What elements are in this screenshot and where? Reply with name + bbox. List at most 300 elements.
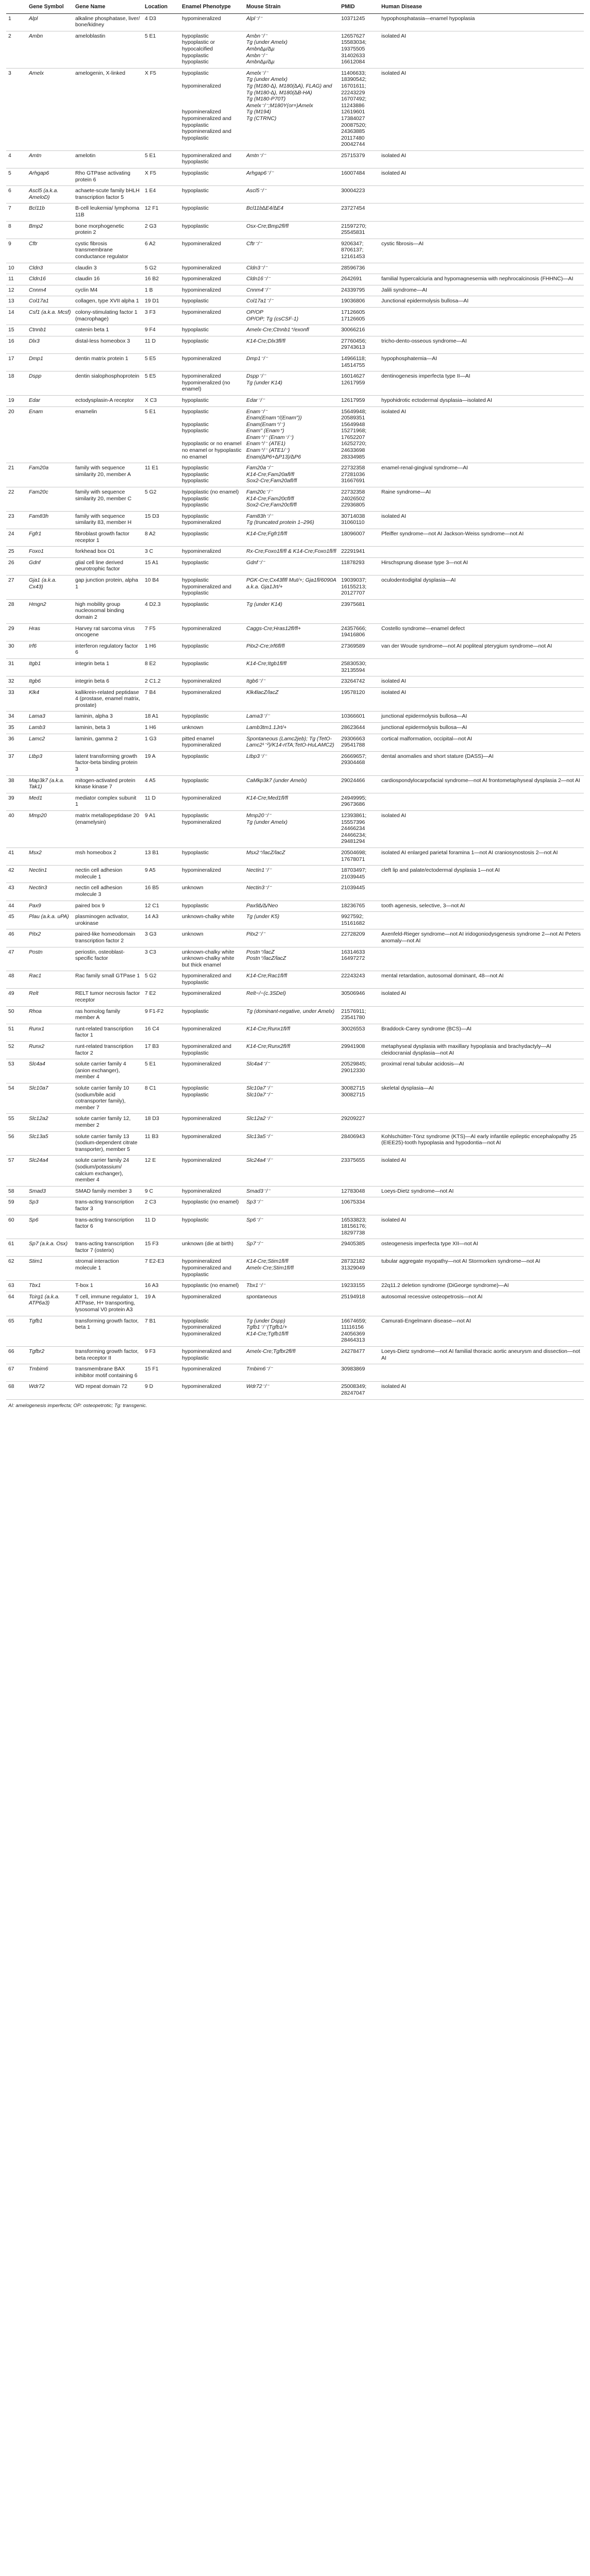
human-disease: isolated AI: [379, 989, 584, 1006]
table-row: [6, 599, 584, 623]
enamel-phenotype-line: hypomineralized: [182, 1259, 221, 1265]
enamel-phenotype: [180, 971, 244, 989]
enamel-phenotype-line: hypomineralized: [182, 374, 221, 380]
pmid: [339, 1382, 379, 1399]
chromosome-location: 2 G3: [143, 221, 180, 239]
pmid: [339, 13, 379, 31]
enamel-phenotype: [180, 1006, 244, 1024]
enamel-phenotype-line: hypomineralized: [182, 689, 221, 696]
pmid: [339, 1042, 379, 1059]
human-disease: [379, 658, 584, 676]
enamel-phenotype: [180, 1316, 244, 1346]
pmid-line: 22728209: [341, 931, 365, 938]
enamel-phenotype-line: hypoplastic: [182, 601, 209, 607]
row-number: 66: [6, 1347, 27, 1364]
enamel-phenotype-line: hypomineralized: [182, 819, 221, 825]
human-disease: Axenfeld-Rieger syndrome—not AI iridogoniodysgenesis syndrome 2—not AI Peters anomaly—not AI: [379, 929, 584, 947]
gene-symbol: Fam20c: [27, 487, 73, 512]
human-disease: isolated AI: [379, 68, 584, 150]
pmid-line: 11116156: [341, 1325, 364, 1331]
mouse-strain: [244, 1197, 339, 1215]
human-disease: [379, 947, 584, 971]
gene-name: fibroblast growth factor receptor 1: [73, 529, 143, 547]
gene-name: msh homeobox 2: [73, 848, 143, 865]
enamel-phenotype: [180, 395, 244, 406]
human-disease: isolated AI: [379, 1215, 584, 1239]
enamel-phenotype-line: hypomineralized: [182, 1188, 221, 1194]
table-row: [6, 1364, 584, 1382]
row-number: 64: [6, 1292, 27, 1316]
mouse-strain-line: Sox2-Cre;Fam20cfl/fl: [246, 502, 297, 509]
human-disease: proximal renal tubular acidosis—AI: [379, 1059, 584, 1083]
enamel-phenotype: [180, 848, 244, 865]
enamel-phenotype-line: hypoplastic: [182, 428, 209, 434]
enamel-phenotype-line: hypomineralized: [182, 679, 221, 685]
gene-symbol: Alpl: [27, 13, 73, 31]
mouse-strain: [244, 1059, 339, 1083]
pmid: [339, 547, 379, 558]
mouse-strain-line: Rx-Cre;Foxo1fl/fl & K14-Cre;Foxo1fl/fl: [246, 549, 336, 555]
gene-symbol: Dspp: [27, 371, 73, 396]
pmid: [339, 204, 379, 221]
pmid-line: 22936805: [341, 502, 365, 509]
enamel-phenotype: [180, 1197, 244, 1215]
enamel-phenotype: [180, 463, 244, 487]
table-row: [6, 623, 584, 641]
gene-symbol: Hmgn2: [27, 599, 73, 623]
human-disease: isolated AI: [379, 168, 584, 186]
row-number: 47: [6, 947, 27, 971]
mouse-strain: [244, 866, 339, 883]
gene-name: glial cell line derived neurotrophic factor: [73, 557, 143, 575]
mouse-strain-line: Lama3⁻/⁻: [246, 714, 270, 720]
row-number: 4: [6, 150, 27, 168]
pmid: [339, 463, 379, 487]
enamel-phenotype: [180, 1364, 244, 1382]
chromosome-location: 10 B4: [143, 575, 180, 599]
gene-name: dentin sialophosphoprotein: [73, 371, 143, 396]
mouse-strain-line: Klk4lacZ/lacZ: [246, 689, 279, 696]
pmid: [339, 901, 379, 912]
enamel-phenotype-line: hypomineralized: [182, 276, 221, 282]
enamel-phenotype: [180, 150, 244, 168]
table-row: [6, 557, 584, 575]
gene-symbol: Pax9: [27, 901, 73, 912]
table-row: [6, 1083, 584, 1114]
pmid: [339, 395, 379, 406]
enamel-phenotype-line: hypomineralized: [182, 1116, 221, 1122]
pmid-line: 12619601: [341, 109, 365, 115]
mouse-strain-line: Ambn⁻/⁻: [246, 53, 267, 59]
mouse-strain: [244, 1083, 339, 1114]
pmid-line: 30082715: [341, 1092, 365, 1098]
mouse-strain-line: Enam(∆P6+∆P13)/∆P6: [246, 454, 301, 460]
enamel-phenotype: [180, 929, 244, 947]
enamel-phenotype-line: hypomineralized: [182, 991, 221, 997]
enamel-phenotype-line: hypomineralized: [182, 625, 221, 632]
mouse-strain: [244, 811, 339, 848]
row-number: 14: [6, 307, 27, 325]
enamel-phenotype: [180, 1382, 244, 1399]
pmid-line: 16674659;: [341, 1318, 367, 1324]
enamel-phenotype-line: hypoplastic: [182, 1217, 209, 1223]
chromosome-location: 2 C1.2: [143, 676, 180, 688]
row-number: 20: [6, 406, 27, 463]
enamel-phenotype: [180, 406, 244, 463]
table-row: [6, 641, 584, 658]
mouse-strain-line: Edar⁻/⁻: [246, 397, 265, 403]
enamel-phenotype-line: unknown: [182, 931, 204, 938]
enamel-phenotype-line: hypomineralized: [182, 1294, 221, 1300]
mouse-strain: [244, 1239, 339, 1257]
pmid-line: 29209227: [341, 1116, 365, 1122]
row-number: 59: [6, 1197, 27, 1215]
human-disease: [379, 263, 584, 274]
chromosome-location: 5 E5: [143, 353, 180, 371]
chromosome-location: 9 D: [143, 1382, 180, 1399]
mouse-strain: [244, 547, 339, 558]
enamel-phenotype: [180, 371, 244, 396]
pmid-line: 31667691: [341, 478, 365, 484]
mouse-strain-line: K14-Cre;Stim1fl/fl: [246, 1259, 289, 1265]
gene-name: distal-less homeobox 3: [73, 336, 143, 353]
gene-symbol: Nectin3: [27, 883, 73, 901]
pmid-line: 16707492;: [341, 96, 367, 103]
enamel-phenotype-line: hypomineralized and hypoplastic: [182, 1044, 231, 1056]
pmid-line: 29743613: [341, 345, 365, 351]
enamel-phenotype-line: hypomineralized: [182, 1158, 221, 1164]
mouse-strain-line: K14-Cre;Dlx3fl/fl: [246, 338, 285, 344]
row-number: 57: [6, 1156, 27, 1186]
enamel-phenotype-line: hypoplastic: [182, 298, 209, 304]
mouse-strain: [244, 1024, 339, 1041]
mouse-strain: [244, 31, 339, 68]
enamel-phenotype-line: unknown (die at birth): [182, 1241, 233, 1247]
row-number: 36: [6, 734, 27, 751]
gene-symbol: Tgfb1: [27, 1316, 73, 1346]
enamel-phenotype: [180, 947, 244, 971]
gene-name: T-box 1: [73, 1281, 143, 1292]
pmid-line: 12617959: [341, 397, 365, 403]
gene-symbol: Sp6: [27, 1215, 73, 1239]
human-disease: isolated AI: [379, 687, 584, 711]
table-row: [6, 239, 584, 263]
header-gene-symbol: Gene Symbol: [27, 0, 73, 13]
pmid-line: 25715379: [341, 152, 365, 159]
table-row: [6, 793, 584, 810]
row-number: 54: [6, 1083, 27, 1114]
mouse-strain: [244, 848, 339, 865]
enamel-phenotype-line: hypoplastic: [182, 33, 209, 39]
gene-symbol: Arhgap6: [27, 168, 73, 186]
enamel-phenotype-line: hypomineralized: [182, 549, 221, 555]
human-disease: cortical malformation, occipital—not AI: [379, 734, 584, 751]
mouse-strain: [244, 947, 339, 971]
mouse-strain: [244, 204, 339, 221]
mouse-strain: [244, 658, 339, 676]
pmid-line: 20117480: [341, 135, 365, 141]
row-number: 19: [6, 395, 27, 406]
gene-symbol: Amelx: [27, 68, 73, 150]
pmid-line: 12393861;: [341, 813, 367, 819]
table-row: [6, 1156, 584, 1186]
enamel-phenotype-line: hypoplastic: [182, 421, 209, 428]
table-row: [6, 775, 584, 793]
table-header-row: [6, 0, 584, 13]
mouse-strain-line: Itgb6⁻/⁻: [246, 679, 265, 685]
pmid-line: 24357666;: [341, 625, 367, 632]
header-location: Location: [143, 0, 180, 13]
mouse-strain: [244, 1292, 339, 1316]
mouse-strain-line: Amelx⁻/⁻;M180Y(or=)Amelx: [246, 103, 313, 109]
row-number: 50: [6, 1006, 27, 1024]
gene-name: stromal interaction molecule 1: [73, 1257, 143, 1281]
table-row: [6, 371, 584, 396]
human-disease: van der Woude syndrome—not AI popliteal pterygium syndrome—not AI: [379, 641, 584, 658]
gene-symbol: Postn: [27, 947, 73, 971]
enamel-phenotype-line: hypomineralized (no enamel): [182, 380, 230, 393]
pmid: [339, 711, 379, 723]
table-row: [6, 511, 584, 529]
pmid: [339, 1006, 379, 1024]
pmid-line: 24056369: [341, 1331, 365, 1337]
enamel-phenotype: [180, 1114, 244, 1131]
mouse-strain-line: Osx-Cre;Bmp2fl/fl: [246, 223, 289, 229]
row-number: 51: [6, 1024, 27, 1041]
gene-symbol: Mmp20: [27, 811, 73, 848]
mouse-strain-line: OP/OP: [246, 309, 263, 315]
enamel-phenotype-line: hypomineralized: [182, 1061, 221, 1067]
human-disease: [379, 912, 584, 929]
table-row: [6, 751, 584, 775]
row-number: 62: [6, 1257, 27, 1281]
mouse-strain-line: Ltbp3⁻/⁻: [246, 753, 267, 759]
row-number: 1: [6, 13, 27, 31]
pmid-line: 10366601: [341, 714, 365, 720]
pmid-line: 20087520;: [341, 122, 367, 128]
enamel-phenotype-line: hypomineralized: [182, 1325, 221, 1331]
pmid-line: 9206347;: [341, 241, 364, 247]
human-disease: [379, 599, 584, 623]
gene-symbol: Rhoa: [27, 1006, 73, 1024]
row-number: 52: [6, 1042, 27, 1059]
chromosome-location: 12 E: [143, 1156, 180, 1186]
pmid-line: 24278477: [341, 1349, 365, 1354]
gene-symbol: Klk4: [27, 687, 73, 711]
enamel-phenotype: [180, 263, 244, 274]
pmid: [339, 751, 379, 775]
human-disease: isolated AI: [379, 31, 584, 68]
pmid-line: 24466234: [341, 826, 365, 832]
gene-symbol: Lamb3: [27, 723, 73, 734]
pmid-line: 32135594: [341, 667, 365, 673]
enamel-phenotype-line: hypomineralized: [182, 83, 221, 89]
mouse-strain: [244, 989, 339, 1006]
mouse-strain-line: Msx2⁺/lacZ/lacZ: [246, 850, 285, 856]
pmid: [339, 723, 379, 734]
row-number: 49: [6, 989, 27, 1006]
pmid-line: 30066216: [341, 327, 365, 333]
enamel-phenotype: [180, 325, 244, 336]
gene-symbol: Nectin1: [27, 866, 73, 883]
row-number: 46: [6, 929, 27, 947]
pmid-line: 19375505: [341, 46, 365, 52]
human-disease: Pfeiffer syndrome—not AI Jackson-Weiss syndrome—not AI: [379, 529, 584, 547]
gene-name: family with sequence similarity 20, member A: [73, 463, 143, 487]
mouse-strain: [244, 901, 339, 912]
mouse-strain-line: Enam(Enam⁺/(Enam′′)): [246, 415, 302, 421]
row-number: 29: [6, 623, 27, 641]
gene-name: bone morphogenetic protein 2: [73, 221, 143, 239]
chromosome-location: 11 D: [143, 793, 180, 810]
human-disease: autosomal recessive osteopetrosis—not AI: [379, 1292, 584, 1316]
pmid: [339, 336, 379, 353]
mouse-strain-line: Slc10a7⁻/⁻: [246, 1092, 273, 1098]
gene-name: transforming growth factor, beta receptor II: [73, 1347, 143, 1364]
pmid-line: 19039037;: [341, 577, 367, 583]
pmid-line: 29941908: [341, 1044, 365, 1050]
chromosome-location: 16 A3: [143, 1281, 180, 1292]
pmid-line: 19578120: [341, 689, 365, 696]
gene-symbol: Tgfbr2: [27, 1347, 73, 1364]
gene-symbol: Itgb6: [27, 676, 73, 688]
gene-name: cyclin M4: [73, 285, 143, 296]
mouse-strain-line: Amelx-Cre;Tgfbr2fl/fl: [246, 1349, 296, 1354]
table-row: [6, 274, 584, 285]
mouse-strain-line: Alpl⁻/⁻: [246, 15, 263, 22]
mouse-strain-line: Nectin1⁻/⁻: [246, 868, 272, 874]
table-row: [6, 912, 584, 929]
chromosome-location: 1 H6: [143, 641, 180, 658]
mouse-strain-line: Slc24a4⁻/⁻: [246, 1158, 273, 1164]
mouse-strain: [244, 1316, 339, 1346]
pmid-line: 25545831: [341, 230, 365, 236]
row-number: 44: [6, 901, 27, 912]
mouse-strain: [244, 296, 339, 308]
pmid: [339, 883, 379, 901]
header-human-disease: Human Disease: [379, 0, 584, 13]
pmid: [339, 848, 379, 865]
row-number: 45: [6, 912, 27, 929]
mouse-strain-line: Enam′′ (Enam⁺): [246, 428, 284, 434]
row-number: 37: [6, 751, 27, 775]
mouse-strain-line: Cnnm4⁻/⁻: [246, 287, 271, 293]
enamel-phenotype: [180, 1239, 244, 1257]
enamel-phenotype-line: hypomineralized: [182, 265, 221, 271]
chromosome-location: 16 C4: [143, 1024, 180, 1041]
gene-name: SMAD family member 3: [73, 1186, 143, 1197]
mouse-strain: [244, 775, 339, 793]
row-number: 12: [6, 285, 27, 296]
enamel-phenotype-line: no enamel: [182, 454, 207, 460]
enamel-phenotype-line: unknown-chalky white: [182, 949, 234, 955]
enamel-phenotype-line: hypomineralized: [182, 355, 221, 362]
pmid-line: 23264742: [341, 679, 365, 685]
table-row: [6, 1292, 584, 1316]
mouse-strain-line: Sp7⁻/⁻: [246, 1241, 263, 1247]
pmid-line: 12657627: [341, 33, 365, 39]
gene-name: Rac family small GTPase 1: [73, 971, 143, 989]
mouse-strain-line: Tg (under K5): [246, 914, 280, 920]
mouse-strain-line: Pitx2-Cre;Irf6fl/fl: [246, 643, 285, 649]
row-number: 25: [6, 547, 27, 558]
enamel-phenotype-line: [182, 90, 242, 97]
enamel-phenotype-line: hypoplastic: [182, 777, 209, 784]
row-number: 32: [6, 676, 27, 688]
gene-name: cystic fibrosis transmembrane conductance regulator: [73, 239, 143, 263]
row-number: 68: [6, 1382, 27, 1399]
pmid: [339, 658, 379, 676]
pmid-line: 24339795: [341, 287, 365, 293]
enamel-phenotype-line: hypoplastic: [182, 560, 209, 566]
pmid-line: 22243229: [341, 90, 365, 96]
chromosome-location: 7 E2-E3: [143, 1257, 180, 1281]
human-disease: tooth agenesis, selective, 3—not AI: [379, 901, 584, 912]
table-row: [6, 285, 584, 296]
enamel-phenotype-line: hypomineralized and hypoplastic: [182, 129, 231, 141]
mouse-strain-line: CaMkp3k7 (under Amelx): [246, 777, 307, 784]
chromosome-location: 5 G2: [143, 971, 180, 989]
table-row: [6, 723, 584, 734]
human-disease: Braddock-Carey syndrome (BCS)—AI: [379, 1024, 584, 1041]
table-row: [6, 1042, 584, 1059]
mouse-strain-line: Tmbim6⁻/⁻: [246, 1366, 273, 1372]
chromosome-location: 3 G3: [143, 929, 180, 947]
human-disease: cleft lip and palate/ectodermal dysplasia 1—not AI: [379, 866, 584, 883]
gene-symbol: Gja1 (a.k.a. Cx43): [27, 575, 73, 599]
human-disease: Kohlschütter-Tönz syndrome (KTS)—AI early infantile epileptic encephalopathy 25 (EIEE25)-tooth hypoplasia and hypodontia—not AI: [379, 1131, 584, 1156]
row-number: 30: [6, 641, 27, 658]
human-disease: isolated AI: [379, 511, 584, 529]
mouse-strain: [244, 971, 339, 989]
pmid-line: 21576911;: [341, 1008, 366, 1014]
pmid: [339, 575, 379, 599]
gene-symbol: Csf1 (a.k.a. Mcsf): [27, 307, 73, 325]
mouse-strain-line: Mmp20⁻/⁻: [246, 813, 272, 819]
pmid: [339, 285, 379, 296]
pmid-line: 24466234;: [341, 832, 367, 838]
pmid-line: 10675334: [341, 1199, 365, 1206]
mouse-strain: [244, 1382, 339, 1399]
pmid-line: 16014627: [341, 374, 365, 380]
gene-name: plasminogen activator, urokinase: [73, 912, 143, 929]
table-row: [6, 1114, 584, 1131]
mouse-strain: [244, 793, 339, 810]
gene-symbol: Lamc2: [27, 734, 73, 751]
pmid: [339, 775, 379, 793]
table-row: [6, 487, 584, 512]
pmid-line: 30983869: [341, 1366, 365, 1372]
row-number: 11: [6, 274, 27, 285]
header-number: [6, 0, 27, 13]
chromosome-location: 16 B5: [143, 883, 180, 901]
gene-name: forkhead box O1: [73, 547, 143, 558]
chromosome-location: 7 E2: [143, 989, 180, 1006]
gene-name: solute carrier family 10 (sodium/bile acid cotransporter family), member 7: [73, 1083, 143, 1114]
row-number: 7: [6, 204, 27, 221]
human-disease: isolated AI: [379, 676, 584, 688]
gene-symbol: Slc12a2: [27, 1114, 73, 1131]
enamel-phenotype-line: [182, 103, 242, 110]
human-disease: familial hypercalciuria and hypomagnesemia with nephrocalcinosis (FHHNC)—AI: [379, 274, 584, 285]
row-number: 15: [6, 325, 27, 336]
table-row: [6, 325, 584, 336]
human-disease: Jalili syndrome—AI: [379, 285, 584, 296]
mouse-strain: [244, 307, 339, 325]
enamel-phenotype: [180, 285, 244, 296]
pmid-line: 23541780: [341, 1015, 365, 1021]
gene-symbol: Slc24a4: [27, 1156, 73, 1186]
